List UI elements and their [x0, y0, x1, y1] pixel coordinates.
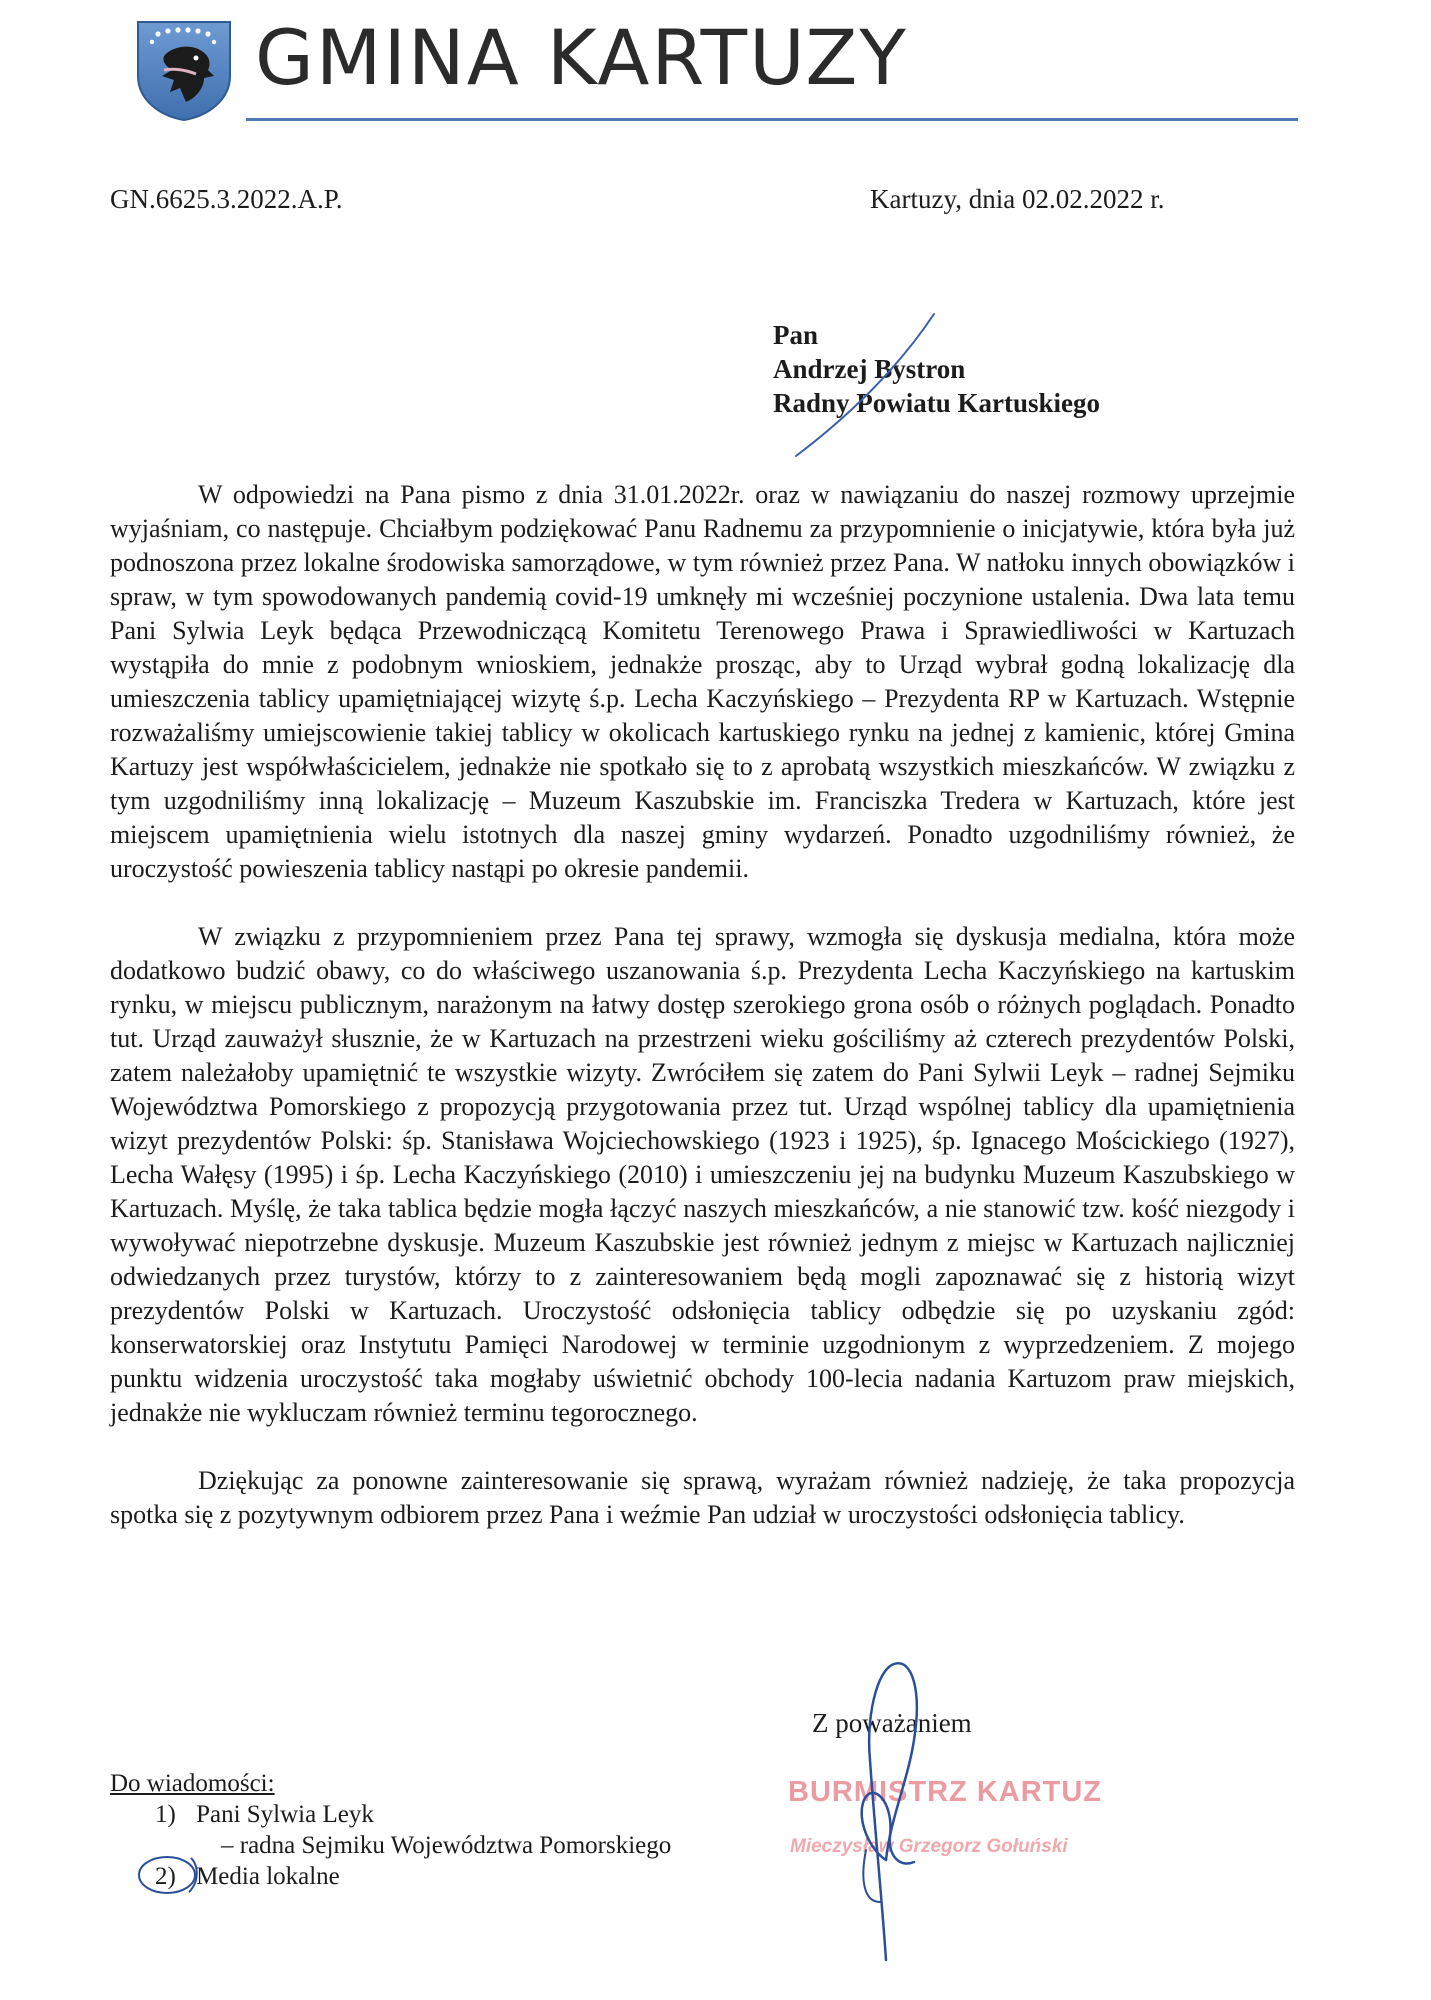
body-paragraph: W związku z przypomnieniem przez Pana tej sprawy, wzmogła się dyskusja medialna, która może dodatkowo budzić obawy, co do właściwego uszanowania ś.p. Prezydenta Lecha Kaczyńskiego na kartuskim rynku, w miejscu publicznym, narażonym na łatwy dostęp szerokiego grona osób o różnych poglądach. Ponadto tut. Urząd zauważył słusznie, że w Kartuzach na przestrzeni wieku gościliśmy aż czterech prezydentów Polski, zatem należałoby upamiętnić te wszystkie wizyty. Zwróciłem się zatem do Pani Sylwii Leyk – radnej Sejmiku Województwa Pomorskiego z propozycją przygotowania przez tut. Urząd wspólnej tablicy dla upamiętnienia wizyt prezydentów Polski: śp. Stanisława Wojciechowskiego (1923 i 1925), śp. Ignacego Mościckiego (1927), Lecha Wałęsy (1995) i śp. Lecha Kaczyńskiego (2010) i umieszczeniu jej na budynku Muzeum Kaszubskiego w Kartuzach. Myślę, że taka tablica będzie mogła łączyć naszych mieszkańców, a nie stanowić tzw. kość niezgody i wywoływać niepotrzebne dyskusje. Muzeum Kaszubskie jest również jednym z miejsc w Kartuzach najliczniej odwiedzanych przez turystów, którzy to z zainteresowaniem będą mogli zapoznawać się z historią wizyt prezydentów Polski w Kartuzach. Uroczystość odsłonięcia tablicy odbędzie się po uzyskaniu zgód: konserwatorskiej oraz Instytutu Pamięci Narodowej w terminie uzgodnionym z wyprzedzeniem. Z mojego punktu widzenia uroczystość taka mogłaby uświetnić obchody 100-lecia nadania Kartuzom praw miejskich, jednakże nie wykluczam również terminu tegorocznego.	[110, 922, 1295, 1427]
stamp-name: Mieczysław Grzegorz Gołuński	[790, 1836, 1068, 1857]
griffin-crest-icon	[134, 18, 234, 122]
closing-salutation: Z poważaniem	[812, 1708, 972, 1738]
cc-item-number: 1)	[155, 1801, 176, 1828]
addressee-salutation: Pan	[773, 320, 819, 350]
cc-heading: Do wiadomości:	[110, 1770, 275, 1797]
pen-mark-icon	[790, 310, 940, 460]
letterhead	[130, 12, 1300, 130]
org-name: GMINA KARTUZY	[255, 13, 908, 102]
body-paragraph: W odpowiedzi na Pana pismo z dnia 31.01.2022r. oraz w nawiązaniu do naszej rozmowy uprzejmie wyjaśniam, co następuje. Chciałbym podziękować Panu Radnemu za przypomnienie o inicjatywie, która była już podnoszona przez lokalne środowiska samorządowe, w tym również przez Pana. W natłoku innych obowiązków i spraw, w tym spowodowanych pandemią covid-19 umknęły mi wcześniej poczynione ustalenia. Dwa lata temu Pani Sylwia Leyk będąca Przewodniczącą Komitetu Terenowego Prawa i Sprawiedliwości w Kartuzach wystąpiła do mnie z podobnym wnioskiem, jednakże prosząc, aby to Urząd wybrał godną lokalizację dla umieszczenia tablicy upamiętniającej wizytę ś.p. Lecha Kaczyńskiego – Prezydenta RP w Kartuzach. Wstępnie rozważaliśmy umiejscowienie takiej tablicy w okolicach kartuskiego rynku na jednej z kamienic, której Gmina Kartuzy jest współwłaścicielem, jednakże nie spotkało się to z aprobatą wszystkich mieszkańców. W związku z tym uzgodniliśmy inną lokalizację – Muzeum Kaszubskie im. Franciszka Tredera w Kartuzach, które jest miejscem upamiętnienia wielu istotnych dla naszej gminy wydarzeń. Ponadto uzgodniliśmy również, że uroczystość powieszenia tablicy nastąpi po okresie pandemii.	[110, 480, 1295, 883]
cc-item-text: Pani Sylwia Leyk	[196, 1801, 374, 1828]
stamp-title: BURMISTRZ KARTUZ	[788, 1776, 1103, 1808]
cc-item-text: Media lokalne	[196, 1863, 340, 1890]
body-paragraph: Dziękując za ponowne zainteresowanie się sprawą, wyrażam również nadzieję, że taka propozycja spotka się z pozytywnym odbiorem przez Pana i weźmie Pan udział w uroczystości odsłonięcia tablicy.	[110, 1466, 1295, 1529]
circle-mark-icon	[133, 1852, 205, 1896]
cc-item-sub: – radna Sejmiku Województwa Pomorskiego	[221, 1832, 672, 1859]
addressee-title: Radny Powiatu Kartuskiego	[773, 388, 1101, 418]
letter-date: Kartuzy, dnia 02.02.2022 r.	[870, 184, 1165, 214]
addressee-name: Andrzej Bystron	[773, 354, 966, 384]
cc-item	[110, 1799, 671, 1830]
letter-body	[110, 478, 1295, 1566]
handwritten-signature-icon	[790, 1650, 990, 1970]
header-divider	[246, 118, 1298, 121]
cc-item-number: 2)	[155, 1863, 176, 1890]
reference-number: GN.6625.3.2022.A.P.	[110, 184, 343, 214]
